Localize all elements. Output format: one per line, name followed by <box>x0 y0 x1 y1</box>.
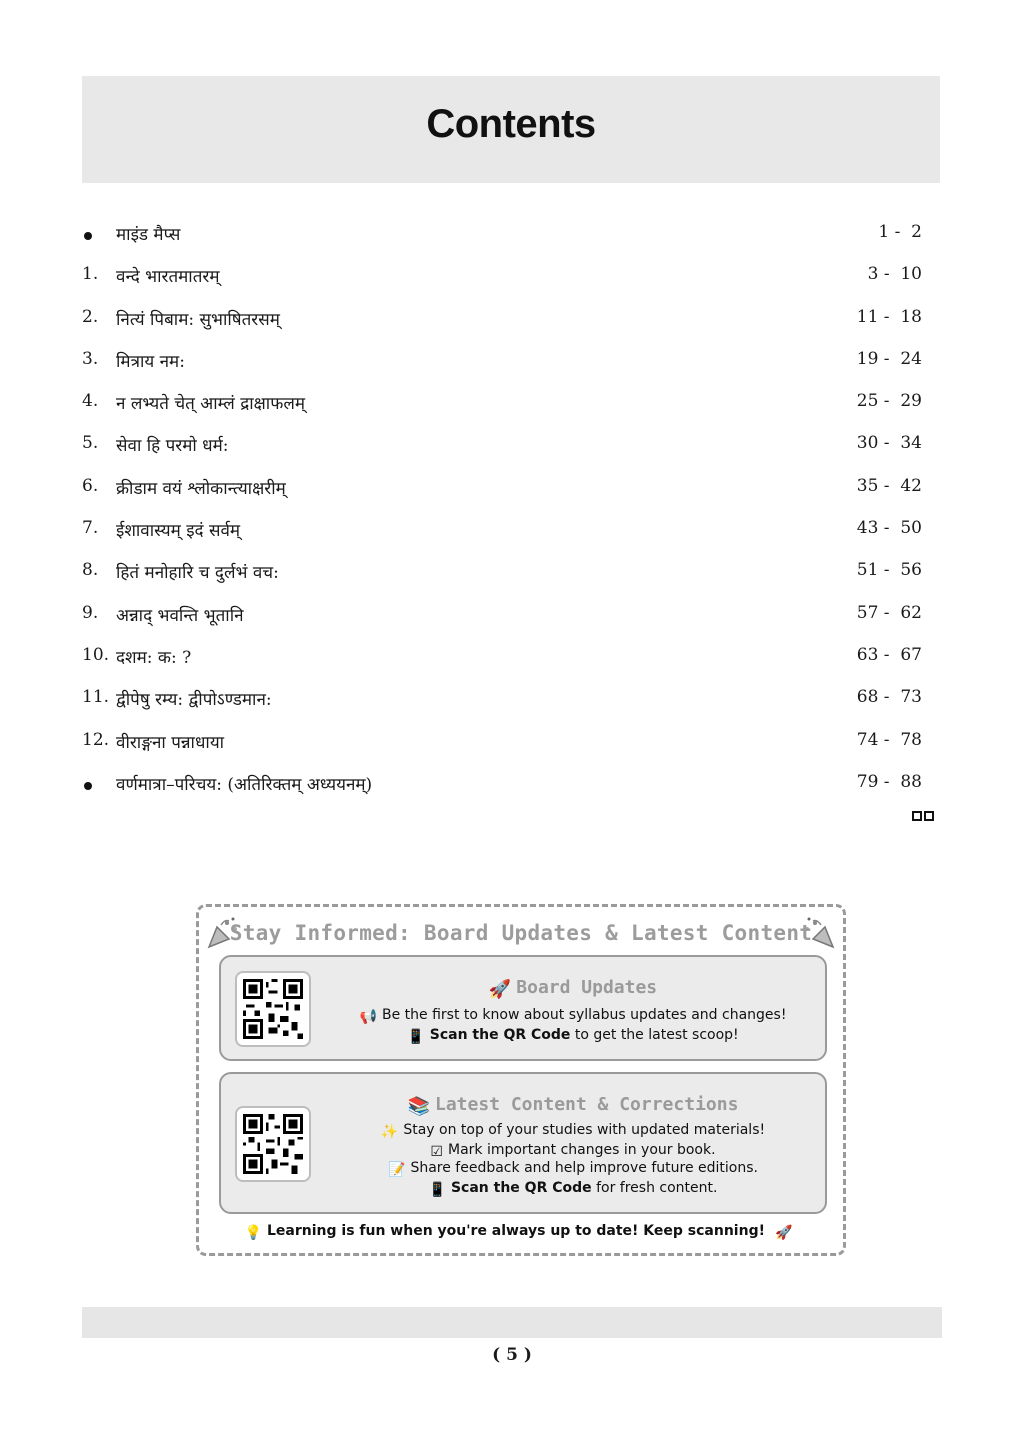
board-line-2: 📱 Scan the QR Code to get the latest scoop! <box>407 1027 739 1045</box>
lightbulb-icon: 💡 <box>244 1225 262 1241</box>
checkbox-icon: ☑ <box>430 1144 443 1160</box>
toc-number: 10. <box>82 644 110 665</box>
toc-pages: 1 - 2 <box>878 222 922 242</box>
toc-row[interactable] <box>82 722 922 764</box>
latest-line-3: 📝 Share feedback and help improve future editions. <box>388 1160 758 1178</box>
toc-pages: 3 - 10 <box>867 264 922 285</box>
toc-pages: 11 - 18 <box>856 306 922 327</box>
toc-number: 1. <box>82 264 99 285</box>
toc-title: ईशावास्यम् इदं सर्वम् <box>116 521 241 542</box>
toc-number: 8. <box>82 560 99 581</box>
toc-pages: 30 - 34 <box>856 433 922 454</box>
toc-pages: 35 - 42 <box>856 475 922 496</box>
toc-pages: 19 - 24 <box>856 348 922 369</box>
toc-title: दशम: क: ? <box>116 647 192 668</box>
end-mark-icon <box>912 806 940 820</box>
bullet-icon <box>84 782 92 790</box>
footer-band <box>82 1307 942 1338</box>
memo-icon: 📝 <box>388 1162 406 1178</box>
toc-row[interactable] <box>82 256 922 298</box>
toc-number: 4. <box>82 391 99 412</box>
header-band <box>82 76 940 183</box>
toc-pages: 63 - 67 <box>856 644 922 665</box>
toc-row[interactable] <box>82 552 922 594</box>
toc-title: क्रीडाम वयं श्लोकान्त्याक्षरीम् <box>116 478 286 499</box>
phone-icon: 📱 <box>407 1029 425 1045</box>
toc-pages: 79 - 88 <box>856 771 922 792</box>
latest-line-4: 📱 Scan the QR Code for fresh content. <box>428 1180 718 1198</box>
latest-content-title: 📚 Latest Content & Corrections <box>407 1094 739 1117</box>
toc-number: 3. <box>82 348 99 369</box>
board-line-1: 📢 Be the first to know about syllabus updates and changes! <box>359 1007 787 1025</box>
toc-title: सेवा हि परमो धर्म: <box>116 436 229 457</box>
toc-row[interactable] <box>82 425 922 467</box>
toc-pages: 25 - 29 <box>856 391 922 412</box>
toc-title: हितं मनोहारि च दुर्लभं वच: <box>116 563 279 584</box>
toc-number: 11. <box>82 687 110 708</box>
toc-title: मित्राय नम: <box>116 351 185 372</box>
toc-row[interactable] <box>82 637 922 679</box>
bullet-icon <box>84 232 92 240</box>
toc-pages: 51 - 56 <box>856 560 922 581</box>
toc-row[interactable] <box>82 468 922 510</box>
toc-row[interactable] <box>82 510 922 552</box>
toc-row[interactable] <box>82 595 922 637</box>
toc-title: अन्नाद् भवन्ति भूतानि <box>116 605 244 626</box>
promo-box <box>196 904 846 1256</box>
books-icon: 📚 <box>407 1096 430 1117</box>
toc-title: माइंड मैप्स <box>116 225 181 245</box>
toc-number: 6. <box>82 475 99 496</box>
board-updates-title: 🚀 Board Updates <box>488 977 658 1000</box>
toc-row[interactable] <box>82 341 922 383</box>
toc-row[interactable] <box>82 299 922 341</box>
latest-line-2: ☑ Mark important changes in your book. <box>430 1142 716 1160</box>
toc-title: न लभ्यते चेत् आम्लं द्राक्षाफलम् <box>116 394 306 415</box>
toc-pages: 43 - 50 <box>856 518 922 539</box>
toc-row[interactable] <box>82 764 922 806</box>
phone-icon: 📱 <box>428 1182 446 1198</box>
toc-title: वर्णमात्रा–परिचय: (अतिरिक्तम् अध्ययनम्) <box>116 774 373 795</box>
toc-row[interactable] <box>82 679 922 721</box>
contents-list <box>82 214 922 806</box>
page-number: ( 5 ) <box>492 1345 532 1365</box>
toc-title: द्वीपेषु रम्य: द्वीपोऽण्डमान: <box>116 690 272 711</box>
megaphone-icon: 📢 <box>359 1009 377 1025</box>
toc-number: 12. <box>82 729 110 750</box>
rocket-icon: 🚀 <box>488 979 512 1000</box>
latest-content-card <box>219 1072 827 1214</box>
qr-code-board-updates[interactable] <box>235 971 311 1047</box>
toc-number: 9. <box>82 602 99 623</box>
toc-pages: 57 - 62 <box>856 602 922 623</box>
toc-row[interactable] <box>82 383 922 425</box>
toc-pages: 74 - 78 <box>856 729 922 750</box>
sparkles-icon: ✨ <box>380 1124 399 1140</box>
toc-title: नित्यं पिबाम: सुभाषितरसम् <box>116 309 280 330</box>
page-title: Contents <box>426 102 596 146</box>
board-updates-card <box>219 955 827 1061</box>
latest-line-1: ✨ Stay on top of your studies with updated materials! <box>380 1122 766 1140</box>
promo-heading: Stay Informed: Board Updates & Latest Content <box>229 921 813 945</box>
rocket-icon: 🚀 <box>774 1225 793 1241</box>
promo-footer: 💡 Learning is fun when you're always up to date! Keep scanning! 🚀 <box>244 1223 793 1241</box>
toc-title: वीराङ्गना पन्नाधाया <box>116 732 225 753</box>
qr-code-latest-content[interactable] <box>235 1106 311 1182</box>
toc-title: वन्दे भारतमातरम् <box>116 267 220 288</box>
toc-number: 5. <box>82 433 99 454</box>
toc-row[interactable] <box>82 214 922 256</box>
toc-number: 7. <box>82 518 99 539</box>
toc-number: 2. <box>82 306 99 327</box>
toc-pages: 68 - 73 <box>856 687 922 708</box>
